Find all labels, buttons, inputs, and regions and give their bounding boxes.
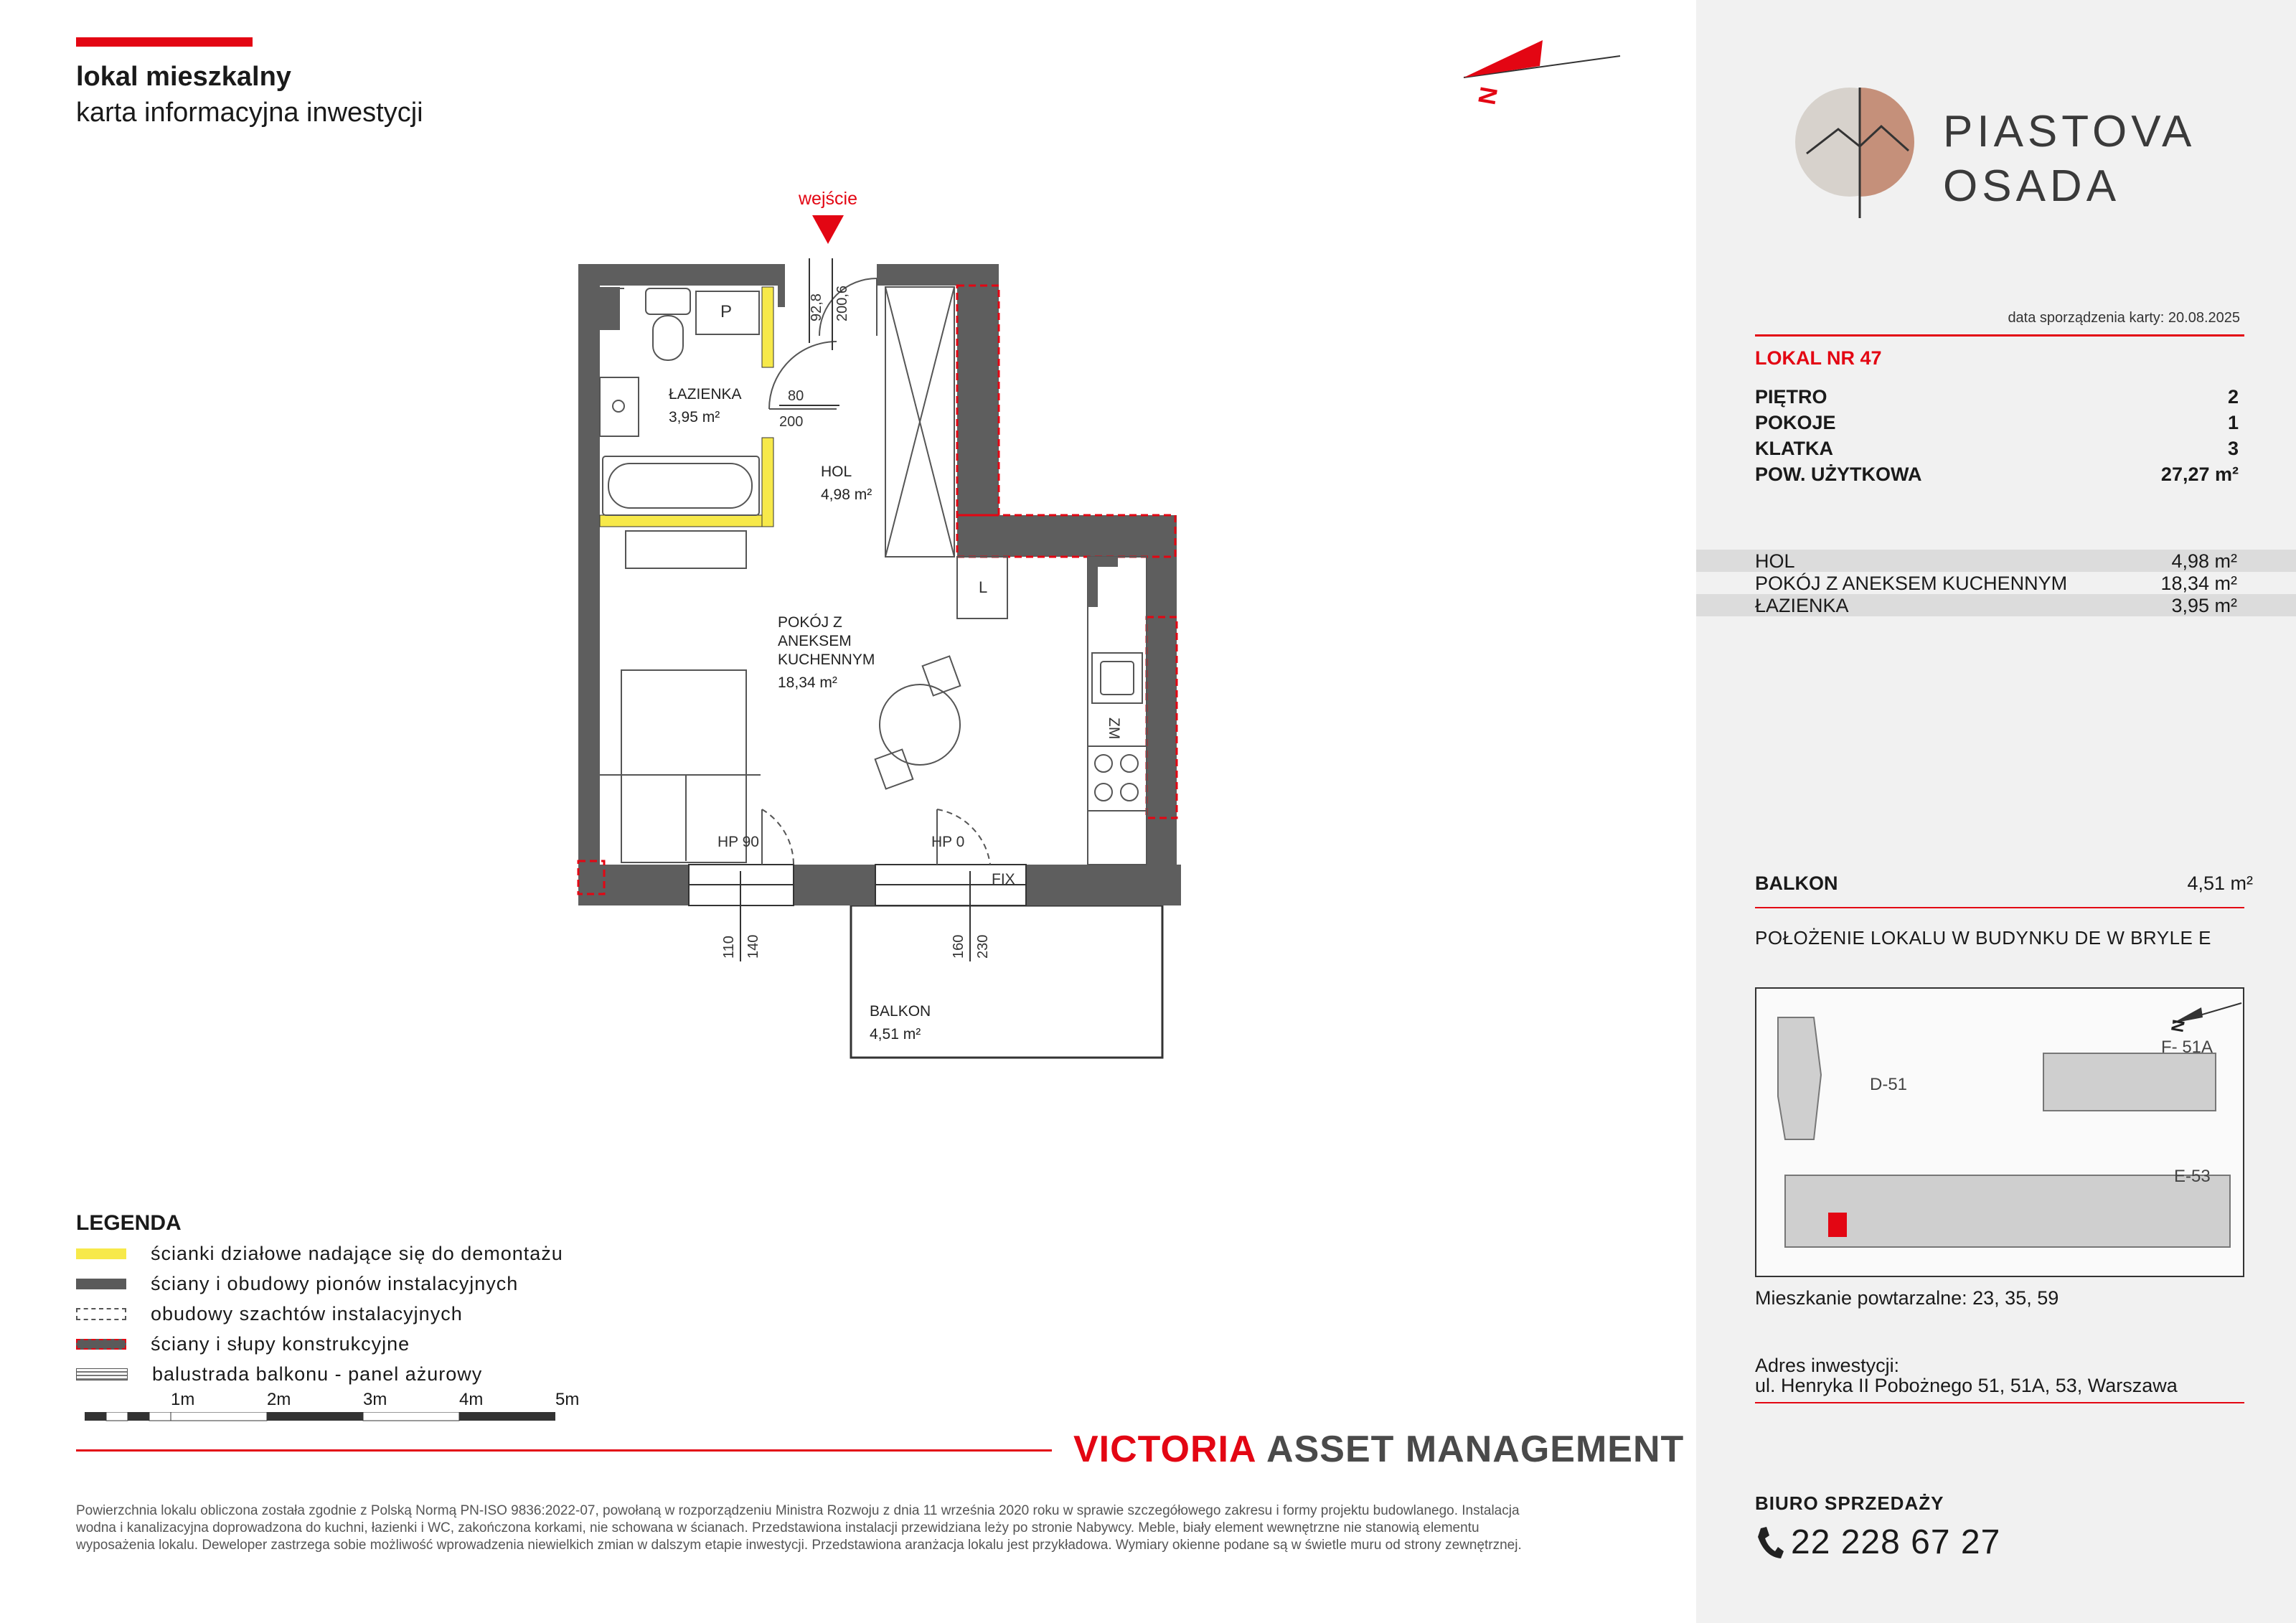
sales-office-label: BIURO SPRZEDAŻY	[1755, 1492, 1944, 1514]
pokoj-label-3: KUCHENNYM	[778, 651, 875, 668]
north-arrow-icon	[1464, 40, 1620, 77]
phone-icon	[1755, 1525, 1784, 1560]
phone-number[interactable]: 22 228 67 27	[1791, 1523, 2001, 1561]
repeat-apartments: Mieszkanie powtarzalne: 23, 35, 59	[1755, 1287, 2059, 1309]
p-tag: P	[720, 302, 733, 321]
site-map-drawing	[1756, 989, 2243, 1276]
balkon-row: BALKON 4,51 m²	[1755, 872, 2253, 894]
dim-200: 200	[779, 414, 804, 430]
dim-140: 140	[745, 934, 761, 959]
entrance-arrow-icon	[812, 215, 844, 244]
scale-4m: 4m	[459, 1390, 484, 1409]
page-title: lokal mieszkalny	[76, 62, 291, 92]
address-label: Adres inwestycji:	[1755, 1355, 1900, 1376]
brand-logo-icon	[1794, 85, 1923, 221]
divider-red	[1755, 1402, 2244, 1403]
stat-row: KLATKA 3	[1755, 438, 2239, 459]
map-label-f51a: F- 51A	[2161, 1038, 2213, 1057]
hp90-tag: HP 90	[718, 834, 759, 850]
balkon-label: BALKON	[870, 1003, 931, 1020]
lazienka-area: 3,95 m²	[669, 409, 720, 425]
demountable-walls	[600, 287, 773, 527]
map-north-label: N	[2168, 1018, 2189, 1034]
construction-walls	[578, 286, 1177, 894]
legend-item: ścianki działowe nadające się do demontażu	[76, 1243, 563, 1265]
scale-2m: 2m	[267, 1390, 291, 1409]
hol-area: 4,98 m²	[821, 486, 872, 503]
map-label-e53: E-53	[2174, 1167, 2211, 1186]
footnote: Powierzchnia lokalu obliczona została zgodnie z Polską Normą PN-ISO 9836:2022-07, powołaną w rozporządzeniu Ministra Rozwoju z dnia 11 września 2020 roku w sprawie szczegółowego zakresu i formy projektu budowlanego. Instalacja wodna i kanalizacyjna doprowadzona do kuchni, łazienki i WC, zakończona korkami, nie schowana w ścianach. Przedstawiona instalacji przewidziana leży po stronie Nabywcy. Meble, biały element wewnętrzne nie stanowią elementu wyposażenia lokalu. Deweloper zastrzega sobie możliwość wprowadzenia niewielkich zmian w dalszym etapie inwestycji. Przedstawiona aranżacja lokalu jest przykładowa. Wymiary okienne podane są w świetle muru od strony zewnętrznej.	[76, 1503, 1522, 1553]
kitchen	[957, 557, 1147, 865]
dim-92-8: 92,8	[809, 293, 824, 321]
legend-item: balustrada balkonu - panel ażurowy	[76, 1363, 482, 1386]
lokal-number: LOKAL NR 47	[1755, 347, 1882, 369]
dim-110: 110	[721, 936, 737, 959]
divider-red	[1755, 334, 2244, 337]
divider-red	[1755, 907, 2244, 908]
scale-1m: 1m	[171, 1390, 195, 1409]
brand-name-2: OSADA	[1943, 161, 2121, 211]
page-subtitle: karta informacyjna inwestycji	[76, 98, 423, 128]
room-row: HOL 4,98 m²	[1696, 550, 2296, 572]
stat-row: POKOJE 1	[1755, 412, 2239, 433]
pokoj-area: 18,34 m²	[778, 674, 837, 691]
dim-230: 230	[975, 934, 991, 959]
doors	[762, 278, 990, 865]
building-location: POŁOŻENIE LOKALU W BUDYNKU DE W BRYLE E	[1755, 927, 2211, 949]
stat-row: PIĘTRO 2	[1755, 386, 2239, 408]
hol-label: HOL	[821, 464, 852, 480]
fix-tag: FIX	[992, 871, 1015, 888]
stat-row: POW. UŻYTKOWA 27,27 m²	[1755, 464, 2239, 485]
scale-bar	[85, 1412, 587, 1422]
brand-name-1: PIASTOVA	[1943, 107, 2196, 156]
room-row: ŁAZIENKA 3,95 m²	[1696, 594, 2296, 616]
dim-160: 160	[951, 934, 966, 959]
legend-item: ściany i słupy konstrukcyjne	[76, 1333, 410, 1355]
map-label-d51: D-51	[1870, 1075, 1908, 1094]
wardrobe	[885, 287, 954, 557]
balkon-area: 4,51 m²	[870, 1026, 921, 1043]
site-map	[1755, 987, 2244, 1277]
legend-item: obudowy szachtów instalacyjnych	[76, 1303, 463, 1325]
pokoj-label-2: ANEKSEM	[778, 633, 852, 649]
legend-item: ściany i obudowy pionów instalacyjnych	[76, 1273, 518, 1295]
divider-red	[76, 1449, 1052, 1452]
plan-north-label: N	[1473, 85, 1504, 107]
address: ul. Henryka II Pobożnego 51, 51A, 53, Warszawa	[1755, 1375, 2178, 1396]
dimension-lines	[740, 258, 970, 961]
entrance-label: wejście	[799, 189, 857, 209]
l-tag: L	[979, 578, 988, 596]
scale-3m: 3m	[363, 1390, 387, 1409]
dining-set	[875, 656, 961, 789]
lazienka-label: ŁAZIENKA	[669, 386, 742, 403]
dim-200-6: 200,6	[834, 285, 850, 321]
pokoj-label-1: POKÓJ Z	[778, 614, 842, 631]
developer-logo: VICTORIA ASSET MANAGEMENT	[1073, 1429, 1685, 1470]
zm-tag: ZM	[1106, 718, 1122, 740]
room-row: POKÓJ Z ANEKSEM KUCHENNYM 18,34 m²	[1755, 573, 2237, 594]
scale-5m: 5m	[555, 1390, 580, 1409]
legend-title: LEGENDA	[76, 1211, 182, 1235]
dim-80: 80	[788, 388, 804, 404]
card-date: data sporządzenia karty: 20.08.2025	[2008, 310, 2240, 326]
hp0-tag: HP 0	[931, 834, 965, 850]
